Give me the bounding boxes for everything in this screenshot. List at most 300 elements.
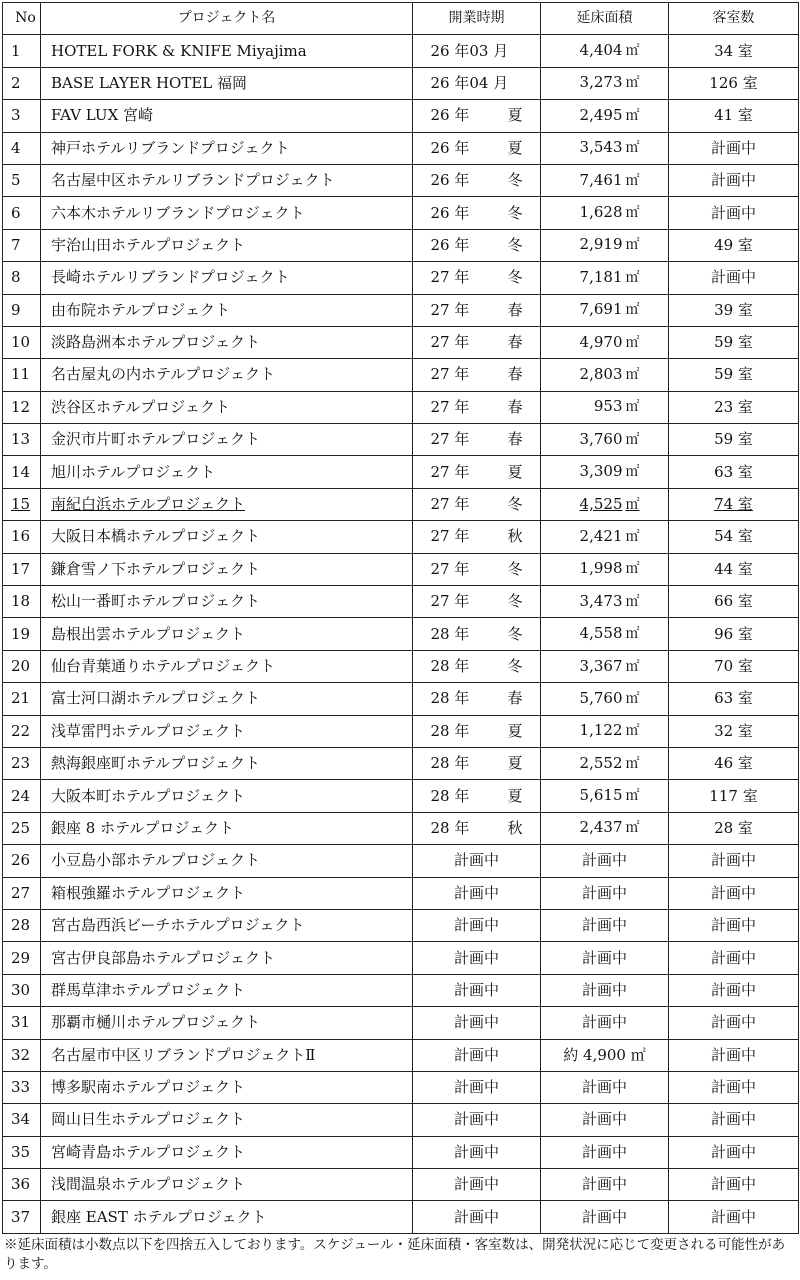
cell-room-count — [669, 974, 799, 1006]
cell-room-count — [669, 326, 799, 358]
row-number: 36 — [11, 1175, 31, 1194]
project-name: FAV LUX 宮崎 — [51, 106, 154, 125]
project-name: 淡路島洲本ホテルプロジェクト — [51, 333, 260, 352]
floor-area-unit: ㎡ — [625, 107, 640, 124]
cell-no — [3, 683, 41, 715]
project-name: 鎌倉雪ノ下ホテルプロジェクト — [51, 559, 260, 578]
opening-period — [431, 270, 523, 285]
room-count: 32 室 — [714, 721, 753, 740]
table-row — [3, 845, 799, 877]
cell-opening-period — [413, 650, 541, 682]
opening-year: 26 年 — [430, 171, 470, 190]
opening-period — [430, 203, 523, 222]
opening-year: 26 年 — [430, 41, 470, 60]
room-count: 54 室 — [714, 527, 753, 546]
opening-year: 27 年 — [430, 333, 470, 352]
cell-opening-period — [413, 683, 541, 715]
project-name: 小豆島小部ホテルプロジェクト — [51, 851, 260, 870]
cell-opening-period — [413, 877, 541, 909]
project-name: 渋谷区ホテルプロジェクト — [51, 397, 230, 416]
room-count: 70 室 — [714, 657, 753, 675]
table-row — [3, 456, 799, 488]
floor-area: 計画中 — [581, 1013, 627, 1032]
cell-opening-period — [413, 197, 541, 229]
opening-year: 27 年 — [430, 430, 470, 449]
floor-area — [570, 302, 640, 318]
row-number: 24 — [11, 786, 31, 805]
cell-no — [3, 294, 41, 326]
table-row — [3, 1104, 799, 1136]
floor-area-unit: ㎡ — [625, 723, 640, 740]
opening-season: 春 — [507, 430, 523, 449]
opening-period: 計画中 — [453, 1013, 499, 1032]
cell-opening-period — [413, 359, 541, 391]
cell-opening-period — [413, 1007, 541, 1039]
project-name: 岡山日生ホテルプロジェクト — [51, 1110, 245, 1129]
project-name: 宮崎青島ホテルプロジェクト — [51, 1142, 245, 1161]
row-number: 3 — [11, 106, 21, 125]
floor-area: 計画中 — [581, 948, 627, 967]
opening-period: 計画中 — [453, 1045, 499, 1064]
cell-project-name — [41, 326, 413, 358]
cell-floor-area — [541, 326, 669, 358]
cell-opening-period — [413, 586, 541, 618]
table-row — [3, 780, 799, 812]
cell-floor-area — [541, 1104, 669, 1136]
cell-project-name — [41, 100, 413, 132]
opening-period — [430, 138, 523, 157]
cell-project-name — [41, 1201, 413, 1233]
row-number: 1 — [11, 41, 21, 60]
cell-room-count — [669, 521, 799, 553]
cell-floor-area — [541, 197, 669, 229]
project-name: 島根出雲ホテルプロジェクト — [51, 624, 245, 643]
floor-area-value: 1,998 — [579, 559, 623, 578]
room-count: 計画中 — [710, 1078, 756, 1097]
cell-project-name — [41, 1039, 413, 1071]
cell-opening-period — [413, 294, 541, 326]
cell-room-count — [669, 942, 799, 974]
row-number: 11 — [11, 365, 31, 384]
cell-room-count — [669, 229, 799, 261]
opening-year: 26 年 — [430, 106, 470, 125]
opening-year: 26 年 — [430, 203, 470, 222]
floor-area-unit: ㎡ — [625, 464, 640, 481]
table-row — [3, 618, 799, 650]
opening-period: 計画中 — [453, 1078, 499, 1097]
cell-opening-period — [413, 845, 541, 877]
floor-area-unit: ㎡ — [625, 690, 640, 707]
cell-room-count — [669, 424, 799, 456]
opening-year: 28 年 — [430, 689, 470, 708]
room-count: 46 室 — [714, 754, 753, 773]
room-count: 49 室 — [714, 235, 753, 254]
row-number: 33 — [11, 1078, 31, 1097]
header-room-count: 客室数 — [669, 3, 799, 35]
room-count: 計画中 — [710, 916, 756, 935]
opening-period — [431, 173, 523, 188]
opening-season: 春 — [507, 689, 523, 708]
table-row — [3, 424, 799, 456]
opening-period: 計画中 — [453, 1207, 499, 1226]
cell-project-name — [41, 1071, 413, 1103]
cell-floor-area — [541, 35, 669, 67]
cell-project-name — [41, 974, 413, 1006]
floor-area-unit: ㎡ — [625, 172, 640, 189]
cell-no — [3, 164, 41, 196]
floor-area — [570, 688, 640, 707]
cell-project-name — [41, 877, 413, 909]
project-name: 松山一番町ホテルプロジェクト — [51, 592, 260, 611]
floor-area — [570, 464, 640, 480]
row-number: 34 — [11, 1110, 31, 1129]
cell-room-count — [669, 780, 799, 812]
room-count: 28 室 — [714, 818, 753, 837]
cell-project-name — [41, 164, 413, 196]
floor-area-value: 3,760 — [579, 429, 623, 448]
row-number: 6 — [11, 203, 21, 222]
cell-floor-area — [541, 942, 669, 974]
floor-area-value: 7,181 — [579, 267, 623, 286]
row-number: 9 — [11, 300, 21, 319]
table-row — [3, 553, 799, 585]
cell-floor-area — [541, 488, 669, 520]
floor-area-unit: ㎡ — [625, 626, 640, 643]
cell-project-name — [41, 132, 413, 164]
table-row — [3, 909, 799, 941]
floor-area — [570, 788, 640, 804]
cell-opening-period — [413, 1201, 541, 1233]
opening-period: 計画中 — [453, 948, 499, 967]
cell-no — [3, 586, 41, 618]
floor-area-value: 3,367 — [579, 656, 623, 675]
opening-year: 27 年 — [430, 495, 470, 514]
cell-project-name — [41, 197, 413, 229]
opening-year: 28 年 — [430, 818, 470, 837]
project-name: 那覇市樋川ホテルプロジェクト — [51, 1013, 260, 1032]
floor-area-value: 1,628 — [579, 203, 623, 222]
project-name: 群馬草津ホテルプロジェクト — [51, 980, 245, 999]
floor-area-unit: ㎡ — [625, 658, 640, 675]
cell-no — [3, 845, 41, 877]
project-name: BASE LAYER HOTEL 福岡 — [51, 73, 248, 92]
opening-season: 夏 — [507, 786, 523, 805]
floor-area-value: 2,421 — [579, 526, 623, 545]
row-number: 19 — [11, 624, 31, 643]
room-count: 44 室 — [714, 559, 753, 578]
room-count: 117 室 — [709, 786, 758, 805]
row-number: 35 — [11, 1142, 31, 1161]
cell-project-name — [41, 488, 413, 520]
project-name: 神戸ホテルリブランドプロジェクト — [51, 138, 290, 157]
floor-area-value: 2,495 — [579, 105, 623, 124]
cell-floor-area — [541, 909, 669, 941]
floor-area — [570, 170, 640, 189]
table-row — [3, 164, 799, 196]
cell-no — [3, 1104, 41, 1136]
table-row — [3, 262, 799, 294]
floor-area — [570, 43, 640, 59]
header-floor-area: 延床面積 — [541, 3, 669, 35]
cell-floor-area — [541, 1169, 669, 1201]
floor-area-value: 5,615 — [579, 786, 623, 805]
cell-no — [3, 942, 41, 974]
floor-area-value: 1,122 — [579, 721, 623, 740]
opening-period — [431, 691, 523, 706]
table-row — [3, 294, 799, 326]
room-count: 63 室 — [714, 689, 753, 708]
table-row — [3, 391, 799, 423]
floor-area-unit: ㎡ — [625, 593, 640, 610]
floor-area — [570, 364, 640, 383]
cell-no — [3, 456, 41, 488]
cell-floor-area — [541, 650, 669, 682]
table-row — [3, 1071, 799, 1103]
cell-opening-period — [413, 812, 541, 844]
cell-no — [3, 1169, 41, 1201]
opening-season: 冬 — [507, 657, 523, 675]
opening-year: 26 年 — [430, 235, 470, 254]
opening-period — [430, 786, 523, 805]
cell-no — [3, 359, 41, 391]
table-row — [3, 1136, 799, 1168]
room-count: 59 室 — [714, 430, 753, 449]
project-name: 浅間温泉ホテルプロジェクト — [51, 1175, 245, 1194]
opening-period — [431, 108, 523, 123]
table-row — [3, 521, 799, 553]
project-name: 旭川ホテルプロジェクト — [51, 462, 215, 481]
project-name: 浅草雷門ホテルプロジェクト — [51, 721, 245, 740]
opening-period — [431, 497, 523, 512]
opening-period: 計画中 — [453, 1110, 499, 1129]
project-name: 由布院ホテルプロジェクト — [51, 300, 230, 319]
cell-no — [3, 650, 41, 682]
project-name: HOTEL FORK & KNIFE Miyajima — [51, 41, 307, 60]
cell-opening-period — [413, 780, 541, 812]
opening-season: 春 — [507, 333, 523, 352]
floor-area — [570, 723, 640, 739]
row-number: 30 — [11, 980, 31, 999]
opening-season: 夏 — [507, 721, 523, 740]
floor-area-value: 953 — [593, 397, 623, 416]
opening-season: 冬 — [507, 171, 523, 190]
cell-floor-area — [541, 812, 669, 844]
cell-floor-area — [541, 294, 669, 326]
cell-floor-area — [541, 553, 669, 585]
opening-period — [430, 235, 523, 254]
floor-area-unit: ㎡ — [625, 561, 640, 578]
table-row — [3, 812, 799, 844]
cell-room-count — [669, 67, 799, 99]
cell-room-count — [669, 35, 799, 67]
row-number: 27 — [11, 883, 31, 902]
floor-area — [570, 205, 640, 221]
cell-no — [3, 424, 41, 456]
cell-floor-area — [541, 747, 669, 779]
cell-floor-area — [541, 132, 669, 164]
cell-opening-period — [413, 1104, 541, 1136]
table-row — [3, 132, 799, 164]
row-number: 17 — [11, 559, 31, 578]
floor-area-unit: ㎡ — [625, 75, 640, 92]
cell-no — [3, 715, 41, 747]
row-number: 28 — [11, 916, 31, 935]
room-count: 計画中 — [710, 1175, 756, 1194]
floor-area — [570, 75, 640, 91]
table-row — [3, 1201, 799, 1233]
opening-year: 28 年 — [430, 721, 470, 740]
floor-area: 計画中 — [581, 851, 627, 870]
cell-floor-area — [541, 586, 669, 618]
table-row — [3, 35, 799, 67]
floor-area-value: 5,760 — [579, 688, 623, 707]
cell-opening-period — [413, 132, 541, 164]
cell-opening-period — [413, 553, 541, 585]
table-row — [3, 359, 799, 391]
cell-no — [3, 553, 41, 585]
opening-period — [431, 756, 523, 771]
opening-season: 冬 — [507, 495, 523, 514]
project-name: 南紀白浜ホテルプロジェクト — [51, 495, 245, 514]
opening-period — [430, 559, 523, 578]
table-row — [3, 100, 799, 132]
opening-season: 夏 — [507, 138, 523, 157]
cell-opening-period — [413, 1039, 541, 1071]
cell-no — [3, 909, 41, 941]
row-number: 14 — [11, 462, 31, 481]
cell-floor-area — [541, 229, 669, 261]
cell-opening-period — [413, 488, 541, 520]
room-count: 74 室 — [714, 495, 753, 514]
cell-project-name — [41, 683, 413, 715]
cell-room-count — [669, 715, 799, 747]
opening-season: 夏 — [507, 106, 523, 125]
floor-area-value: 4,558 — [579, 624, 623, 643]
cell-opening-period — [413, 35, 541, 67]
floor-area-unit: ㎡ — [625, 140, 640, 157]
cell-opening-period — [413, 747, 541, 779]
floor-area — [570, 237, 640, 253]
table-row — [3, 715, 799, 747]
row-number: 21 — [11, 689, 31, 708]
opening-period: 計画中 — [453, 851, 499, 870]
cell-floor-area — [541, 618, 669, 650]
cell-project-name — [41, 747, 413, 779]
cell-opening-period — [413, 391, 541, 423]
room-count: 59 室 — [714, 333, 753, 352]
cell-room-count — [669, 1104, 799, 1136]
cell-no — [3, 1136, 41, 1168]
floor-area — [570, 494, 640, 513]
cell-no — [3, 747, 41, 779]
opening-year: 27 年 — [430, 592, 470, 611]
cell-no — [3, 1201, 41, 1233]
header-project-name: プロジェクト名 — [41, 3, 413, 35]
table-row — [3, 747, 799, 779]
cell-room-count — [669, 650, 799, 682]
room-count: 23 室 — [714, 397, 753, 416]
floor-area-unit: ㎡ — [625, 820, 640, 837]
cell-no — [3, 326, 41, 358]
room-count: 計画中 — [710, 268, 756, 287]
header-opening-period: 開業時期 — [413, 3, 541, 35]
cell-opening-period — [413, 326, 541, 358]
cell-project-name — [41, 650, 413, 682]
opening-season: 冬 — [507, 268, 523, 287]
table-row — [3, 488, 799, 520]
cell-floor-area — [541, 1201, 669, 1233]
project-name: 名古屋中区ホテルリブランドプロジェクト — [51, 171, 335, 190]
opening-season: 秋 — [507, 818, 523, 837]
cell-room-count — [669, 262, 799, 294]
cell-project-name — [41, 1169, 413, 1201]
footnote: ※延床面積は小数点以下を四捨五入しております。スケジュール・延床面積・客室数は、開発状況に応じて変更される可能性があります。 — [4, 1237, 786, 1272]
floor-area — [570, 591, 640, 610]
opening-year: 28 年 — [430, 657, 470, 675]
cell-room-count — [669, 747, 799, 779]
project-name: 宇治山田ホテルプロジェクト — [51, 235, 245, 254]
room-count: 96 室 — [714, 624, 753, 643]
table-body — [3, 35, 799, 1233]
table-row — [3, 229, 799, 261]
row-number: 25 — [11, 818, 31, 837]
floor-area-value: 7,461 — [579, 170, 623, 189]
room-count: 計画中 — [710, 948, 756, 967]
opening-period — [430, 721, 523, 740]
cell-opening-period — [413, 164, 541, 196]
cell-floor-area — [541, 359, 669, 391]
opening-period — [430, 397, 523, 416]
row-number: 2 — [11, 73, 21, 92]
floor-area-unit: ㎡ — [625, 334, 640, 351]
cell-opening-period — [413, 618, 541, 650]
cell-project-name — [41, 942, 413, 974]
room-count: 計画中 — [710, 1045, 756, 1064]
cell-opening-period — [413, 521, 541, 553]
cell-opening-period — [413, 1169, 541, 1201]
opening-season: 春 — [507, 365, 523, 384]
opening-season: 冬 — [507, 203, 523, 222]
floor-area — [570, 820, 640, 836]
row-number: 26 — [11, 851, 31, 870]
cell-room-count — [669, 456, 799, 488]
table-row — [3, 1169, 799, 1201]
opening-period — [431, 367, 523, 382]
floor-area — [570, 561, 640, 577]
opening-year: 26 年 — [430, 138, 470, 157]
opening-year: 26 年 — [430, 73, 470, 92]
opening-month: 04 月 — [469, 73, 509, 92]
opening-year: 28 年 — [430, 754, 470, 773]
floor-area-unit: ㎡ — [625, 269, 640, 286]
opening-season: 冬 — [507, 235, 523, 254]
cell-no — [3, 35, 41, 67]
opening-period — [431, 529, 523, 544]
cell-opening-period — [413, 67, 541, 99]
cell-no — [3, 262, 41, 294]
room-count: 計画中 — [710, 138, 756, 157]
opening-season: 春 — [507, 300, 523, 319]
floor-area — [570, 105, 640, 124]
cell-no — [3, 67, 41, 99]
floor-area-value: 4,525 — [579, 494, 623, 513]
cell-room-count — [669, 1136, 799, 1168]
floor-area — [570, 626, 640, 642]
cell-room-count — [669, 1007, 799, 1039]
opening-period — [431, 432, 523, 447]
cell-room-count — [669, 683, 799, 715]
cell-project-name — [41, 294, 413, 326]
